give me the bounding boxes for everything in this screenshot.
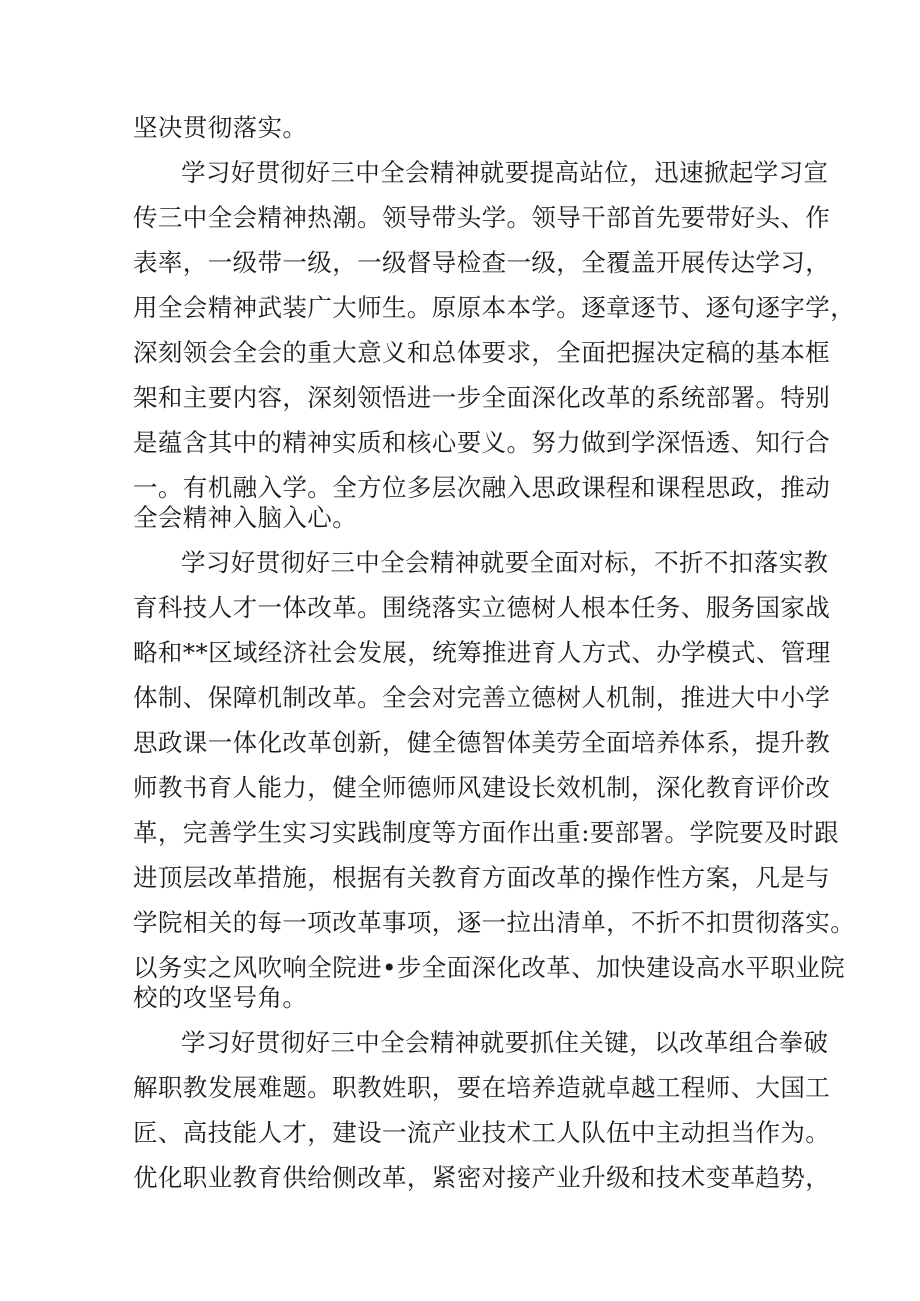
text-line: 师教书育人能力，健全师德师风建设长效机制，深化教育评价改 [133, 773, 831, 802]
text-line: 匠、高技能人才，建设一流产业技术工人队伍中主动担当作为。 [133, 1118, 831, 1147]
text-line: 思政课一体化改革创新，健全德智体美劳全面培养体系，提升教 [133, 728, 831, 757]
text-line: 全会精神入脑入心。 [133, 503, 358, 532]
text-line: 以务实之风吹响全院进•步全面深化改革、加快建设高水平职业院 [133, 953, 846, 982]
text-line: 进顶层改革措施，根据有关教育方面改革的操作性方案，凡是与 [133, 863, 831, 892]
paragraph-first-line: 学习好贯彻好三中全会精神就要抓住关键，以改革组合拳破 [181, 1028, 829, 1057]
text-line: 表率，一级带一级，一级督导检查一级，全覆盖开展传达学习， [133, 248, 831, 277]
paragraph-first-line: 学习好贯彻好三中全会精神就要全面对标，不折不扣落实教 [181, 548, 829, 577]
text-line: 架和主要内容，深刻领悟进一步全面深化改革的系统部署。特别 [133, 383, 831, 412]
text-line: 深刻领会全会的重大意义和总体要求，全面把握决定稿的基本框 [133, 338, 831, 367]
text-line: 校的攻坚号角。 [133, 983, 308, 1012]
text-line: 育科技人才一体改革。围绕落实立德树人根本任务、服务国家战 [133, 593, 831, 622]
text-line: 学院相关的每一项改革事项，逐一拉出清单，不折不扣贯彻落实。 [133, 908, 856, 937]
text-line: 略和**区域经济社会发展，统筹推进育人方式、办学模式、管理 [133, 638, 831, 667]
text-line: 传三中全会精神热潮。领导带头学。领导干部首先要带好头、作 [133, 203, 831, 232]
paragraph-first-line: 学习好贯彻好三中全会精神就要提高站位，迅速掀起学习宣 [181, 158, 829, 187]
text-line: 体制、保障机制改革。全会对完善立德树人机制，推进大中小学 [133, 683, 831, 712]
text-line: 优化职业教育供给侧改革，紧密对接产业升级和技术变革趋势， [133, 1163, 831, 1192]
text-line: 是蕴含其中的精神实质和核心要义。努力做到学深悟透、知行合 [133, 428, 831, 457]
text-line: 用全会精神武装广大师生。原原本本学。逐章逐节、逐句逐字学， [133, 293, 856, 322]
text-line: 坚决贯彻落实。 [133, 113, 308, 142]
text-line: 一。有机融入学。全方位多层次融入思政课程和课程思政，推动 [133, 473, 831, 502]
text-line: 解职教发展难题。职教姓职，要在培养造就卓越工程师、大国工 [133, 1073, 831, 1102]
text-line: 革，完善学生实习实践制度等方面作出重:要部署。学院要及时跟 [133, 818, 839, 847]
